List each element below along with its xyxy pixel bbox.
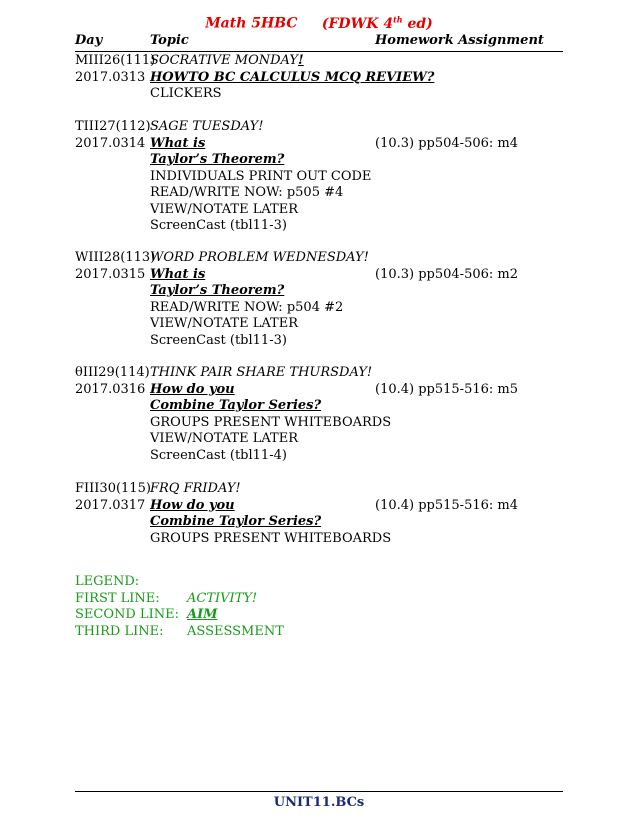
legend-second-value: AIM (187, 607, 218, 622)
day-code: TIII27(112) (75, 119, 151, 134)
footer-divider (75, 791, 563, 792)
day-code: MIII26(111) (75, 53, 156, 68)
activity: FRQ FRIDAY! (150, 481, 241, 496)
day-entry-friday (75, 481, 563, 547)
legend-second-label: SECOND LINE: (75, 607, 179, 622)
activity: WORD PROBLEM WEDNESDAY! (150, 250, 369, 265)
aim: What is (150, 266, 206, 282)
assessment: READ/WRITE NOW: p504 #2 (150, 299, 344, 315)
assessment: INDIVIDUALS PRINT OUT CODE (150, 168, 372, 184)
day-code: WIII28(113) (75, 250, 156, 265)
aim: How do you (150, 381, 235, 397)
homework-header: Homework Assignment (375, 33, 544, 48)
homework: (10.3) pp504-506: m2 (375, 266, 518, 282)
homework: (10.3) pp504-506: m4 (375, 135, 518, 151)
activity: SOCRATIVE MONDAY! (150, 53, 304, 68)
column-headers (75, 33, 563, 52)
assessment: ScreenCast (tbl11-4) (150, 447, 287, 463)
day-date: 2017.0315 (75, 266, 146, 282)
day-date: 2017.0317 (75, 497, 146, 513)
assessment: GROUPS PRESENT WHITEBOARDS (150, 530, 392, 546)
aim: How do you (150, 497, 235, 513)
day-code: θIII29(114) (75, 365, 150, 380)
aim: Taylor’s Theorem? (150, 152, 285, 167)
day-date: 2017.0316 (75, 381, 146, 397)
assessment: VIEW/NOTATE LATER (150, 201, 298, 217)
textbook-edition: (FDWK 4th ed) (321, 14, 433, 32)
footer-unit-label: UNIT11.BCs (273, 795, 365, 810)
legend-first-label: FIRST LINE: (75, 590, 160, 606)
day-code: FIII30(115) (75, 481, 151, 496)
aim: Combine Taylor Series? (150, 398, 322, 413)
day-entry-monday (75, 53, 563, 103)
assessment: VIEW/NOTATE LATER (150, 316, 298, 331)
assessment: READ/WRITE NOW: p505 #4 (150, 185, 344, 200)
homework: (10.4) pp515-516: m5 (375, 381, 518, 397)
assessment: CLICKERS (150, 86, 222, 101)
homework: (10.4) pp515-516: m4 (375, 497, 518, 513)
assessment: GROUPS PRESENT WHITEBOARDS (150, 414, 392, 430)
page-title (0, 14, 638, 32)
aim: Combine Taylor Series? (150, 514, 322, 529)
legend-first-value: ACTIVITY! (187, 590, 258, 606)
day-header: Day (75, 33, 103, 48)
legend-heading: LEGEND: (75, 574, 140, 589)
day-entry-tuesday (75, 119, 563, 235)
day-date: 2017.0314 (75, 135, 146, 151)
assessment: ScreenCast (tbl11-3) (150, 218, 287, 233)
aim: Taylor’s Theorem? (150, 283, 285, 298)
day-date: 2017.0313 (75, 69, 146, 85)
course-title: Math 5HBC (205, 15, 298, 32)
aim: HOWTO BC CALCULUS MCQ REVIEW? (150, 69, 435, 85)
legend-third-label: THIRD LINE: (75, 623, 164, 639)
assessment: VIEW/NOTATE LATER (150, 431, 298, 446)
activity: THINK PAIR SHARE THURSDAY! (150, 365, 373, 380)
assessment: ScreenCast (tbl11-3) (150, 332, 287, 348)
legend-third-value: ASSESSMENT (187, 623, 284, 639)
day-entry-thursday (75, 365, 563, 464)
topic-header: Topic (150, 33, 189, 48)
activity: SAGE TUESDAY! (150, 119, 264, 134)
aim: What is (150, 135, 206, 151)
day-entry-wednesday (75, 250, 563, 349)
